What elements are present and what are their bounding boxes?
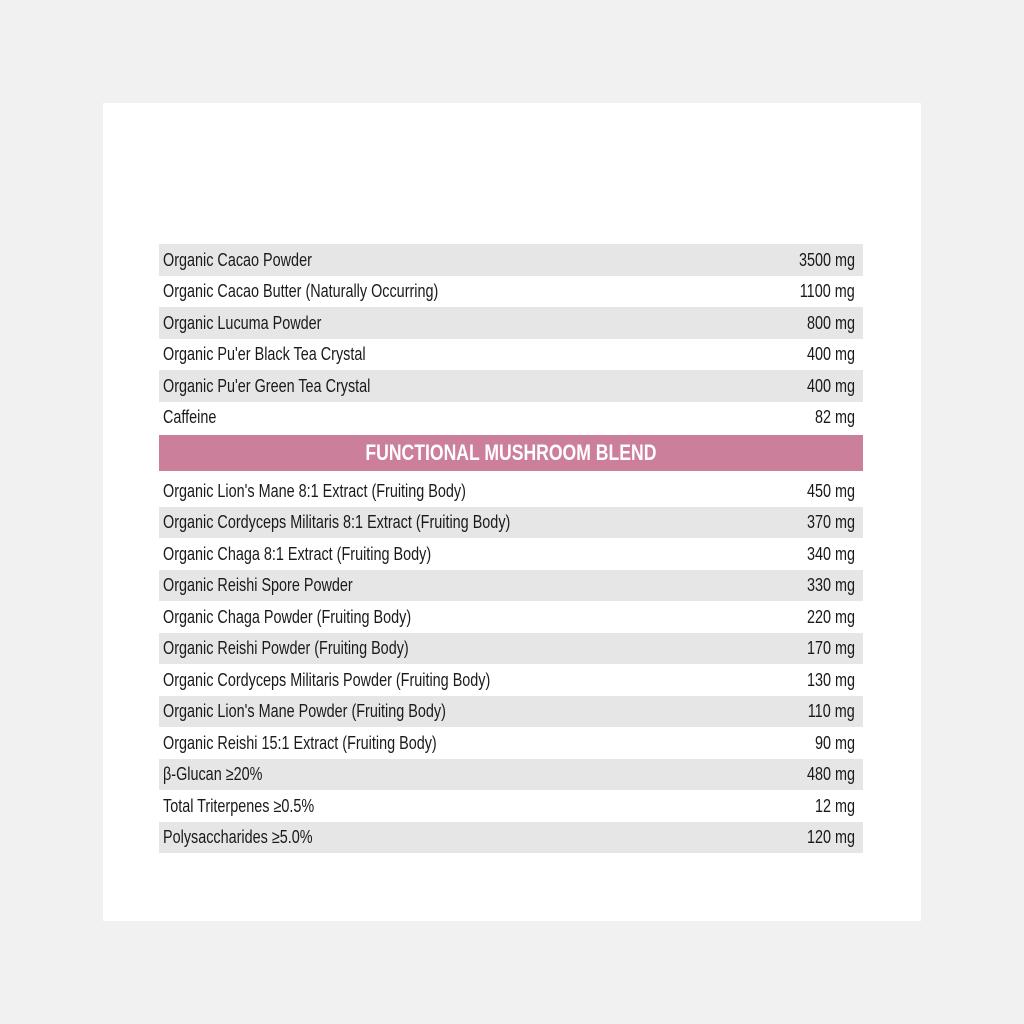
ingredient-amount: 120 mg: [806, 827, 855, 848]
ingredient-name: Organic Pu'er Black Tea Crystal: [163, 344, 366, 365]
ingredient-table: [159, 244, 863, 853]
ingredient-amount: 450 mg: [806, 480, 855, 501]
ingredient-amount: 220 mg: [806, 606, 855, 627]
ingredient-amount: 170 mg: [806, 638, 855, 659]
ingredient-amount: 800 mg: [806, 312, 855, 333]
ingredient-row: [159, 664, 863, 696]
ingredient-name: Organic Cordyceps Militaris Powder (Fruiting Body): [163, 669, 491, 690]
ingredient-name: Organic Lion's Mane Powder (Fruiting Body): [163, 701, 446, 722]
ingredient-name: Organic Lion's Mane 8:1 Extract (Fruiting Body): [163, 480, 466, 501]
ingredient-name: Organic Chaga Powder (Fruiting Body): [163, 606, 412, 627]
ingredient-name: Organic Cacao Powder: [163, 249, 312, 270]
ingredient-row: [159, 538, 863, 570]
ingredient-amount: 1100 mg: [800, 281, 855, 302]
ingredient-row: [159, 307, 863, 339]
ingredient-row: [159, 790, 863, 822]
ingredient-row: [159, 339, 863, 371]
ingredient-name: Organic Cacao Butter (Naturally Occurring): [163, 281, 439, 302]
ingredient-amount: 330 mg: [806, 575, 855, 596]
ingredient-amount: 110 mg: [808, 701, 855, 722]
ingredient-name: β-Glucan ≥20%: [163, 764, 263, 785]
ingredient-name: Organic Cordyceps Militaris 8:1 Extract (Fruiting Body): [163, 512, 511, 533]
ingredient-name: Organic Chaga 8:1 Extract (Fruiting Body): [163, 543, 432, 564]
ingredient-name: Polysaccharides ≥5.0%: [163, 827, 313, 848]
ingredient-amount: 90 mg: [814, 732, 855, 753]
ingredient-row: [159, 633, 863, 665]
ingredient-row: [159, 759, 863, 791]
ingredient-name: Total Triterpenes ≥0.5%: [163, 795, 315, 816]
ingredient-amount: 130 mg: [806, 669, 855, 690]
ingredient-row: [159, 822, 863, 854]
ingredient-name: Organic Reishi 15:1 Extract (Fruiting Body): [163, 732, 437, 753]
ingredient-row: [159, 727, 863, 759]
ingredient-row: [159, 402, 863, 434]
ingredient-row: [159, 570, 863, 602]
ingredient-amount: 400 mg: [806, 375, 855, 396]
ingredient-amount: 480 mg: [806, 764, 855, 785]
ingredient-row: [159, 601, 863, 633]
ingredient-amount: 3500 mg: [798, 249, 855, 270]
ingredient-name: Organic Lucuma Powder: [163, 312, 322, 333]
ingredient-row: [159, 370, 863, 402]
ingredient-amount: 400 mg: [806, 344, 855, 365]
ingredient-amount: 12 mg: [814, 795, 855, 816]
ingredient-name: Caffeine: [163, 407, 217, 428]
ingredient-row: [159, 276, 863, 308]
ingredient-row: [159, 475, 863, 507]
ingredient-row: [159, 696, 863, 728]
ingredient-name: Organic Reishi Spore Powder: [163, 575, 353, 596]
ingredient-amount: 82 mg: [814, 407, 855, 428]
section-label: FUNCTIONAL MUSHROOM BLEND: [365, 440, 657, 465]
ingredient-amount: 340 mg: [806, 543, 855, 564]
ingredient-amount: 370 mg: [806, 512, 855, 533]
ingredient-name: Organic Pu'er Green Tea Crystal: [163, 375, 371, 396]
functional-mushroom-blend-header: [159, 435, 863, 471]
ingredient-row: [159, 507, 863, 539]
ingredient-name: Organic Reishi Powder (Fruiting Body): [163, 638, 409, 659]
ingredient-row: [159, 244, 863, 276]
